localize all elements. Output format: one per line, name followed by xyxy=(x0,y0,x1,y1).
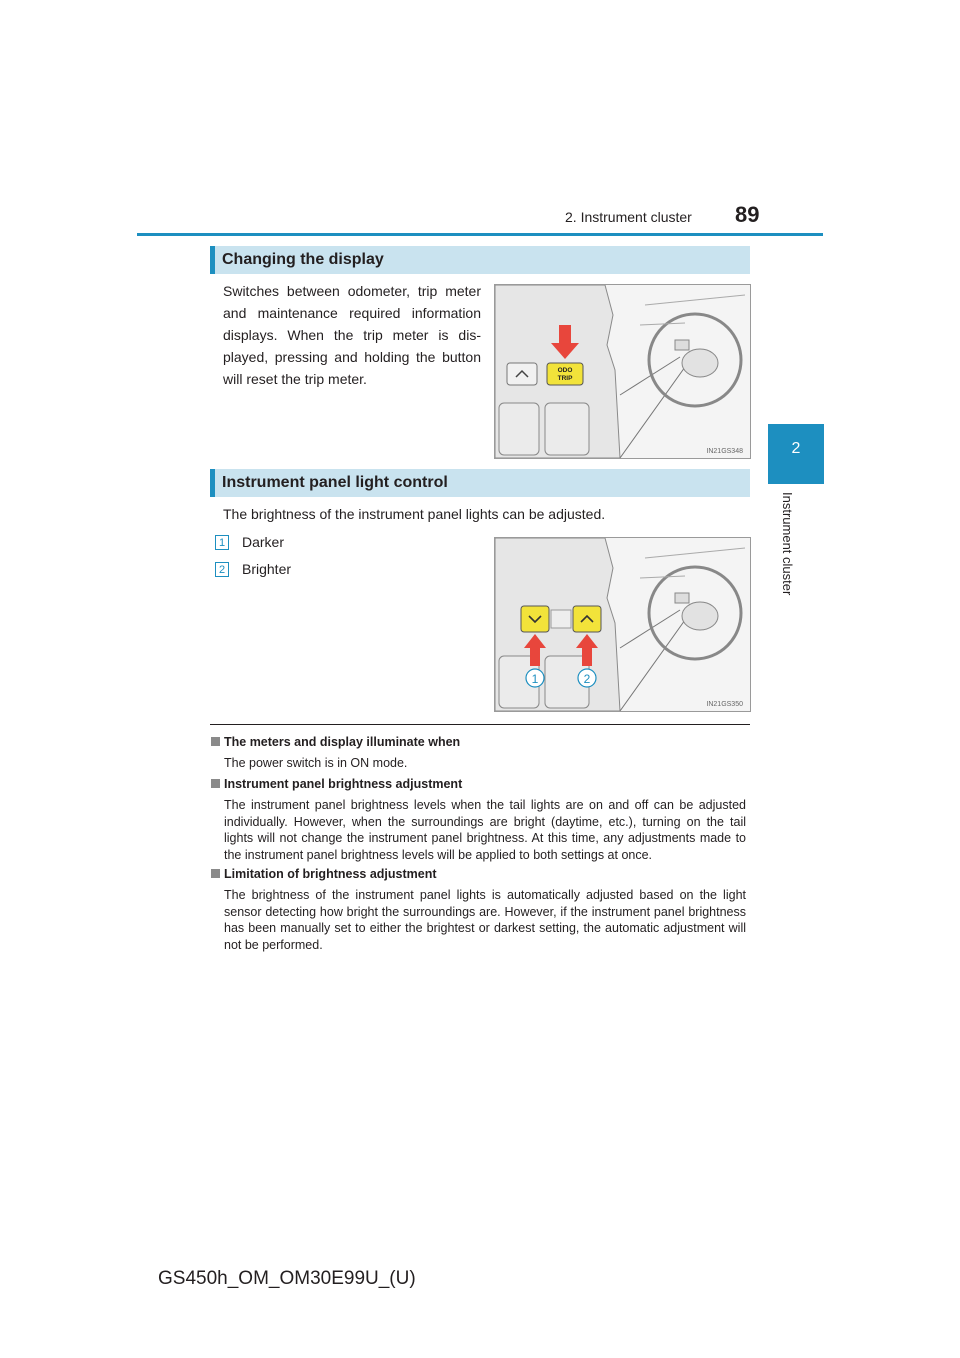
note-bullet-square xyxy=(211,869,220,878)
footer-document-code: GS450h_OM_OM30E99U_(U) xyxy=(158,1268,416,1289)
note-heading-1 xyxy=(211,735,460,749)
section-title-changing-display: Changing the display xyxy=(222,251,384,268)
note-heading-1-text: The meters and display illuminate when xyxy=(224,735,461,749)
item-number-2: 2 xyxy=(215,562,229,577)
chapter-tab-number: 2 xyxy=(791,440,801,457)
note-body-3: The brightness of the instrument panel lights is automatically adjusted based on the light sensor detecting how bright the surroundings are. However, if the instrument panel brightness has been manually set to either the brightest or darkest setting, the automatic adjustment will not be performed. xyxy=(224,888,746,952)
item-label-brighter: Brighter xyxy=(242,561,292,577)
section-title-light-control: Instrument panel light control xyxy=(222,474,448,491)
figure-callout-1: 1 xyxy=(531,672,539,686)
running-header-section-title: 2. Instrument cluster xyxy=(565,209,692,225)
odo-button-label-line1: ODO xyxy=(557,367,573,374)
header-rule xyxy=(137,233,823,236)
item-number-1: 1 xyxy=(215,535,229,550)
figure-brightness-drawing xyxy=(495,538,750,711)
section-intro-light-control: The brightness of the instrument panel lights can be adjusted. xyxy=(223,506,606,522)
item-label-darker: Darker xyxy=(242,534,285,550)
note-bullet-square xyxy=(211,779,220,788)
note-bullet-square xyxy=(211,737,220,746)
section-body-changing-display: Switches between odometer, trip meter and maintenance required information displays. When the trip meter is dis-played, pressing and holding the button will reset the trip meter. xyxy=(223,283,481,387)
chapter-tab-label: Instrument cluster xyxy=(780,492,795,596)
figure-brightness-buttons xyxy=(494,537,751,712)
figure-code-350: IN21GS350 xyxy=(706,701,743,708)
note-heading-2-text: Instrument panel brightness adjustment xyxy=(224,777,463,791)
figure-odo-trip-drawing xyxy=(495,285,750,458)
note-heading-2 xyxy=(211,777,462,791)
note-heading-3 xyxy=(211,867,437,881)
figure-code-348: IN21GS348 xyxy=(706,448,743,455)
notes-divider xyxy=(210,724,750,725)
page-number: 89 xyxy=(735,202,760,227)
figure-odo-trip-button xyxy=(494,284,751,459)
figure-callout-2: 2 xyxy=(583,672,591,686)
note-body-1: The power switch is in ON mode. xyxy=(224,756,408,770)
note-heading-3-text: Limitation of brightness adjustment xyxy=(224,867,437,881)
odo-button-label-line2: TRIP xyxy=(557,375,573,382)
note-body-2: The instrument panel brightness levels when the tail lights are on and off can be adjusted individually. However, when the surroundings are bright (daytime, etc.), turning on the tail lights will not change the instrument panel brightness. At this time, any adjustments made to the instrument panel brightness levels will be applied to both settings at once. xyxy=(224,798,746,862)
